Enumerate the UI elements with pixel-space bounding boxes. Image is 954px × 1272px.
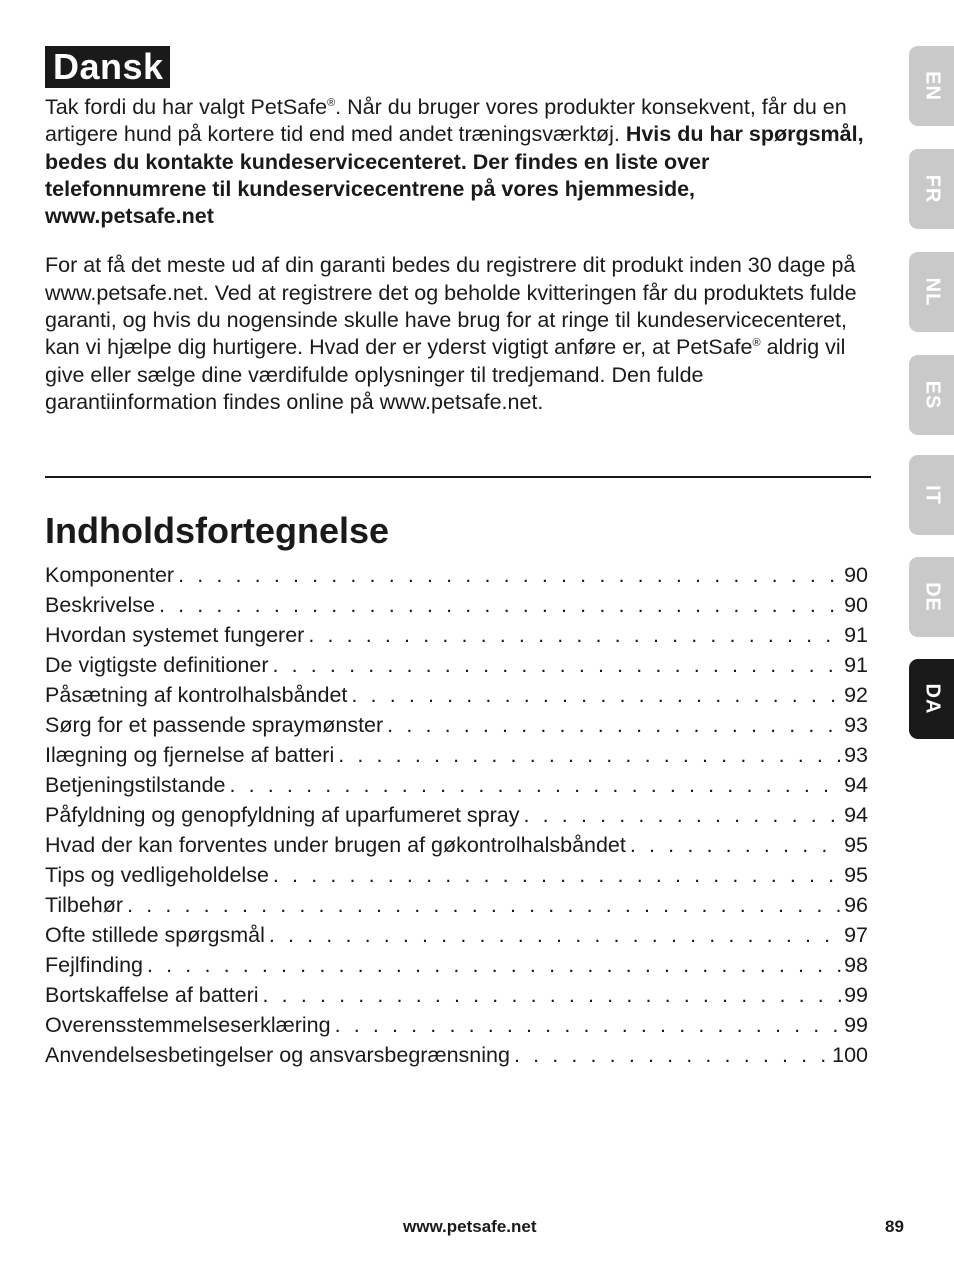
toc-entry-title: Ilægning og fjernelse af batteri [45, 743, 335, 767]
toc-entry[interactable] [45, 590, 868, 620]
registered-mark: ® [327, 96, 336, 109]
customer-service-notice: Hvis du har spørgsmål, bedes du kontakte kundeservicecenteret. Der findes en liste over telefonnumrene til kundeservicecentrene på vores hjemmeside, www.petsafe.net [45, 122, 864, 229]
toc-entry-title: Sørg for et passende spraymønster [45, 713, 384, 737]
toc-entry-page: 90 [844, 593, 868, 617]
toc-entry-title: Hvad der kan forventes under brugen af gøkontrolhalsbåndet [45, 833, 626, 857]
toc-leader-dots [524, 800, 843, 830]
toc-list [45, 560, 868, 1070]
toc-entry-title: Hvordan systemet fungerer [45, 623, 305, 647]
toc-entry-title: Tips og vedligeholdelse [45, 863, 269, 887]
intro-paragraph-2: For at få det meste ud af din garanti bedes du registrere dit produkt inden 30 dage på www.petsafe.net. Ved at registrere det og beholde kvitteringen får du produktets fulde garanti, og hvis du nogensinde skulle have brug for at ringe til kundeservicecenteret, kan vi hjælpe dig hurtigere. Hvad der er yderst vigtigt anføre er, at PetSafe® aldrig vil give eller sælge dine værdifulde oplysninger til tredjemand. Den fulde garantiinformation findes online på www.petsafe.net. [45, 253, 857, 414]
toc-entry-title: Komponenter [45, 563, 175, 587]
toc-entry[interactable] [45, 830, 868, 860]
toc-entry[interactable] [45, 800, 868, 830]
toc-entry[interactable] [45, 1040, 868, 1070]
language-tab-da[interactable] [909, 659, 954, 739]
toc-leader-dots [335, 1010, 843, 1040]
toc-entry-title: Beskrivelse [45, 593, 155, 617]
toc-entry-title: Anvendelsesbetingelser og ansvarsbegrænsning [45, 1043, 510, 1067]
toc-leader-dots [338, 740, 842, 770]
toc-leader-dots [514, 1040, 830, 1070]
toc-leader-dots [269, 920, 842, 950]
toc-entry[interactable] [45, 950, 868, 980]
toc-entry[interactable] [45, 890, 868, 920]
toc-entry-title: De vigtigste definitioner [45, 653, 269, 677]
intro-text [45, 94, 865, 416]
language-tab-label: DA [921, 683, 943, 715]
toc-entry-page: 91 [844, 653, 868, 677]
toc-entry-title: Fejlfinding [45, 953, 143, 977]
toc-leader-dots [229, 770, 842, 800]
toc-leader-dots [273, 860, 842, 890]
toc-entry-title: Påsætning af kontrolhalsbåndet [45, 683, 348, 707]
toc-entry-page: 97 [844, 923, 868, 947]
toc-entry[interactable] [45, 560, 868, 590]
language-tab-label: IT [921, 485, 943, 505]
toc-entry[interactable] [45, 980, 868, 1010]
registered-mark: ® [752, 337, 761, 350]
language-tab-es[interactable] [909, 355, 954, 435]
toc-entry-page: 91 [844, 623, 868, 647]
language-tab-nl[interactable] [909, 252, 954, 332]
toc-entry-page: 93 [844, 713, 868, 737]
toc-leader-dots [159, 590, 842, 620]
language-tab-fr[interactable] [909, 149, 954, 229]
toc-entry-title: Tilbehør [45, 893, 124, 917]
toc-entry[interactable] [45, 920, 868, 950]
language-tab-label: ES [921, 380, 943, 410]
toc-entry-page: 96 [844, 893, 868, 917]
toc-entry-page: 94 [844, 803, 868, 827]
toc-entry[interactable] [45, 680, 868, 710]
toc-leader-dots [263, 980, 843, 1010]
toc-entry[interactable] [45, 740, 868, 770]
toc-entry-title: Ofte stillede spørgsmål [45, 923, 265, 947]
language-tab-label: EN [921, 71, 943, 101]
toc-entry-page: 92 [844, 683, 868, 707]
toc-entry-title: Bortskaffelse af batteri [45, 983, 259, 1007]
toc-leader-dots [308, 620, 842, 650]
language-tab-it[interactable] [909, 455, 954, 535]
toc-entry-page: 95 [844, 833, 868, 857]
toc-entry[interactable] [45, 710, 868, 740]
language-tab-label: FR [921, 174, 943, 204]
toc-leader-dots [127, 890, 842, 920]
language-tab-label: DE [921, 582, 943, 612]
toc-entry-page: 98 [844, 953, 868, 977]
toc-entry-page: 100 [832, 1043, 868, 1067]
toc-entry[interactable] [45, 770, 868, 800]
toc-entry-page: 95 [844, 863, 868, 887]
toc-entry-title: Betjeningstilstande [45, 773, 226, 797]
intro-paragraph-1: Tak fordi du har valgt PetSafe®. Når du bruger vores produkter konsekvent, får du en artigere hund på kortere tid end med andet træningsværktøj. Hvis du har spørgsmål, bedes du kontakte kundeservicecenteret. Der findes en liste over telefonnumrene til kundeservicecentrene på vores hjemmeside, www.petsafe.net [45, 95, 864, 229]
toc-leader-dots [178, 560, 842, 590]
toc-entry-title: Overensstemmelseserklæring [45, 1013, 331, 1037]
toc-leader-dots [630, 830, 842, 860]
section-language-badge: Dansk [45, 46, 170, 88]
toc-entry[interactable] [45, 1010, 868, 1040]
language-tab-en[interactable] [909, 46, 954, 126]
toc-entry-page: 99 [844, 1013, 868, 1037]
toc-entry[interactable] [45, 650, 868, 680]
toc-leader-dots [387, 710, 842, 740]
toc-entry-page: 93 [844, 743, 868, 767]
toc-entry[interactable] [45, 860, 868, 890]
language-tab-label: NL [921, 277, 943, 307]
footer-url: www.petsafe.net [403, 1217, 537, 1236]
language-tab-de[interactable] [909, 557, 954, 637]
toc-entry-title: Påfyldning og genopfyldning af uparfumeret spray [45, 803, 520, 827]
toc-entry-page: 99 [844, 983, 868, 1007]
toc-leader-dots [272, 650, 842, 680]
toc-leader-dots [351, 680, 842, 710]
toc-entry-page: 94 [844, 773, 868, 797]
page-number: 89 [885, 1217, 904, 1236]
toc-leader-dots [147, 950, 842, 980]
section-divider [45, 476, 871, 478]
toc-entry[interactable] [45, 620, 868, 650]
toc-title: Indholdsfortegnelse [45, 510, 390, 551]
toc-entry-page: 90 [844, 563, 868, 587]
